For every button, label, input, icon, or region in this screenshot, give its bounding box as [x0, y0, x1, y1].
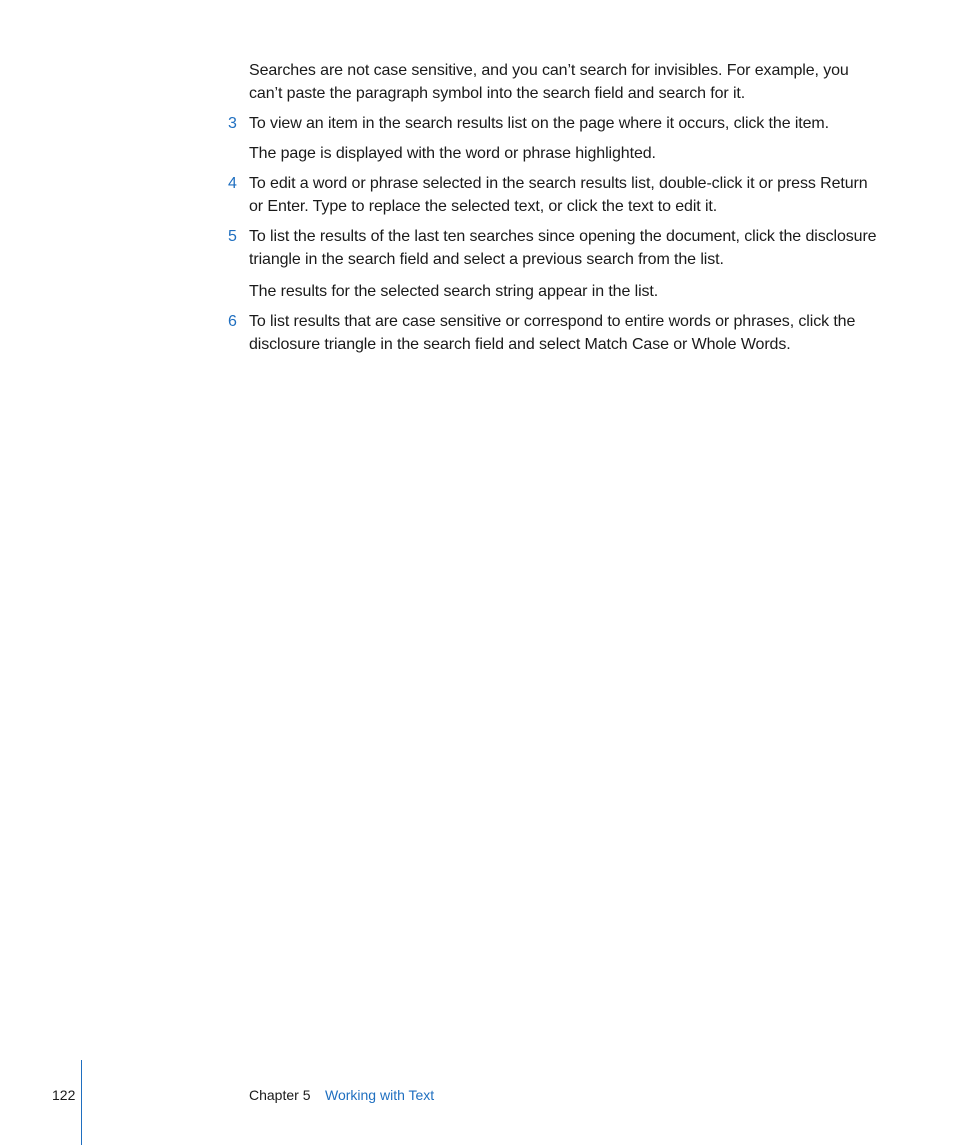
step-4 — [228, 172, 879, 218]
step-text: To view an item in the search results list on the page where it occurs, click the item. — [249, 115, 830, 132]
step-3-result: The page is displayed with the word or phrase highlighted. — [249, 145, 656, 162]
step-text: To edit a word or phrase selected in the search results list, double-click it or press Return or Enter. Type to replace the selected text, or click the text to edit it. — [249, 175, 868, 215]
page-body — [228, 59, 879, 356]
step-5-result: The results for the selected search string appear in the list. — [249, 283, 659, 300]
chapter-title-link[interactable]: Working with Text — [325, 1087, 435, 1103]
footer-divider — [81, 1060, 82, 1145]
step-text: To list the results of the last ten searches since opening the document, click the disclosure triangle in the search field and select a previous search from the list. — [249, 228, 877, 268]
step-5 — [228, 225, 879, 271]
step-number: 5 — [228, 228, 237, 245]
step-3 — [228, 112, 879, 135]
step-6 — [228, 310, 879, 356]
step-text: To list results that are case sensitive or correspond to entire words or phrases, click the disclosure triangle in the search field and select Match Case or Whole Words. — [249, 313, 856, 353]
step-number: 3 — [228, 115, 237, 132]
intro-paragraph: Searches are not case sensitive, and you can’t search for invisibles. For example, you can’t paste the paragraph symbol into the search field and search for it. — [249, 62, 849, 102]
chapter-label: Chapter 5 — [249, 1087, 311, 1103]
page-number: 122 — [52, 1087, 76, 1103]
step-number: 4 — [228, 175, 237, 192]
step-number: 6 — [228, 313, 237, 330]
